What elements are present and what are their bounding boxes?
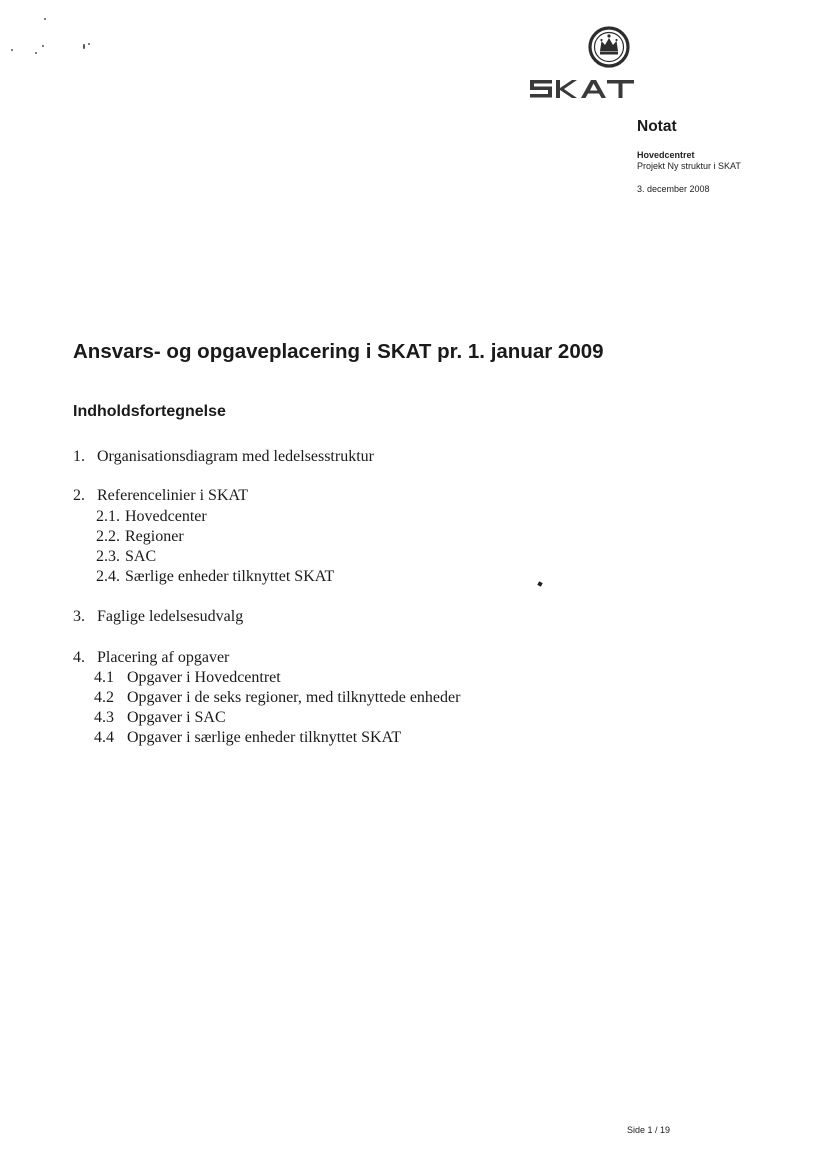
toc-number: 4. <box>73 649 85 666</box>
toc-subitem <box>94 708 226 728</box>
toc-subitem <box>96 507 207 527</box>
toc-label: Særlige enheder tilknyttet SKAT <box>125 568 335 585</box>
toc-label: Placering af opgaver <box>97 649 230 666</box>
toc-number: 4.1 <box>94 669 114 686</box>
toc-subitem <box>96 527 184 547</box>
toc-item <box>73 607 243 627</box>
toc-label: Organisationsdiagram med ledelsesstruktur <box>97 448 374 465</box>
toc-number: 2. <box>73 487 85 504</box>
scan-speck <box>35 52 37 54</box>
toc-number: 2.4. <box>96 568 120 585</box>
toc-number: 4.2 <box>94 689 114 706</box>
page-title: Ansvars- og opgaveplacering i SKAT pr. 1. januar 2009 <box>73 340 604 363</box>
toc-subitem <box>96 567 334 587</box>
toc-number: 4.3 <box>94 709 114 726</box>
crown-emblem-icon <box>528 26 640 98</box>
toc-number: 2.2. <box>96 528 120 545</box>
scan-speck <box>42 45 44 47</box>
toc-number: 2.1. <box>96 508 120 525</box>
toc-number: 2.3. <box>96 548 120 565</box>
toc-label: Faglige ledelsesudvalg <box>97 608 244 625</box>
scan-speck <box>88 43 90 45</box>
toc-label: Opgaver i særlige enheder tilknyttet SKAT <box>127 729 402 746</box>
document-type: Notat <box>637 118 677 135</box>
page-number: Side 1 / 19 <box>627 1125 671 1135</box>
toc-label: Hovedcenter <box>125 508 207 525</box>
toc-item <box>73 486 248 506</box>
toc-subitem <box>94 728 401 748</box>
toc-label: SAC <box>125 548 157 565</box>
project-name: Projekt Ny struktur i SKAT <box>637 161 741 171</box>
scan-speck <box>44 18 46 20</box>
document-date: 3. december 2008 <box>637 184 710 194</box>
toc-number: 4.4 <box>94 729 114 746</box>
scan-mark <box>537 581 542 586</box>
toc-heading: Indholdsfortegnelse <box>73 403 226 420</box>
toc-number: 1. <box>73 448 85 465</box>
toc-subitem <box>96 547 156 567</box>
toc-label: Opgaver i Hovedcentret <box>127 669 281 686</box>
toc-subitem <box>94 688 460 708</box>
scan-speck <box>83 44 85 49</box>
toc-label: Referencelinier i SKAT <box>97 487 249 504</box>
toc-label: Opgaver i SAC <box>127 709 226 726</box>
toc-item <box>73 648 229 668</box>
toc-label: Opgaver i de seks regioner, med tilknyttede enheder <box>127 689 461 706</box>
toc-item <box>73 447 374 467</box>
toc-label: Regioner <box>125 528 184 545</box>
toc-subitem <box>94 668 281 688</box>
department: Hovedcentret <box>637 150 695 160</box>
skat-logo <box>528 26 640 98</box>
toc-number: 3. <box>73 608 85 625</box>
scan-speck <box>11 49 13 51</box>
